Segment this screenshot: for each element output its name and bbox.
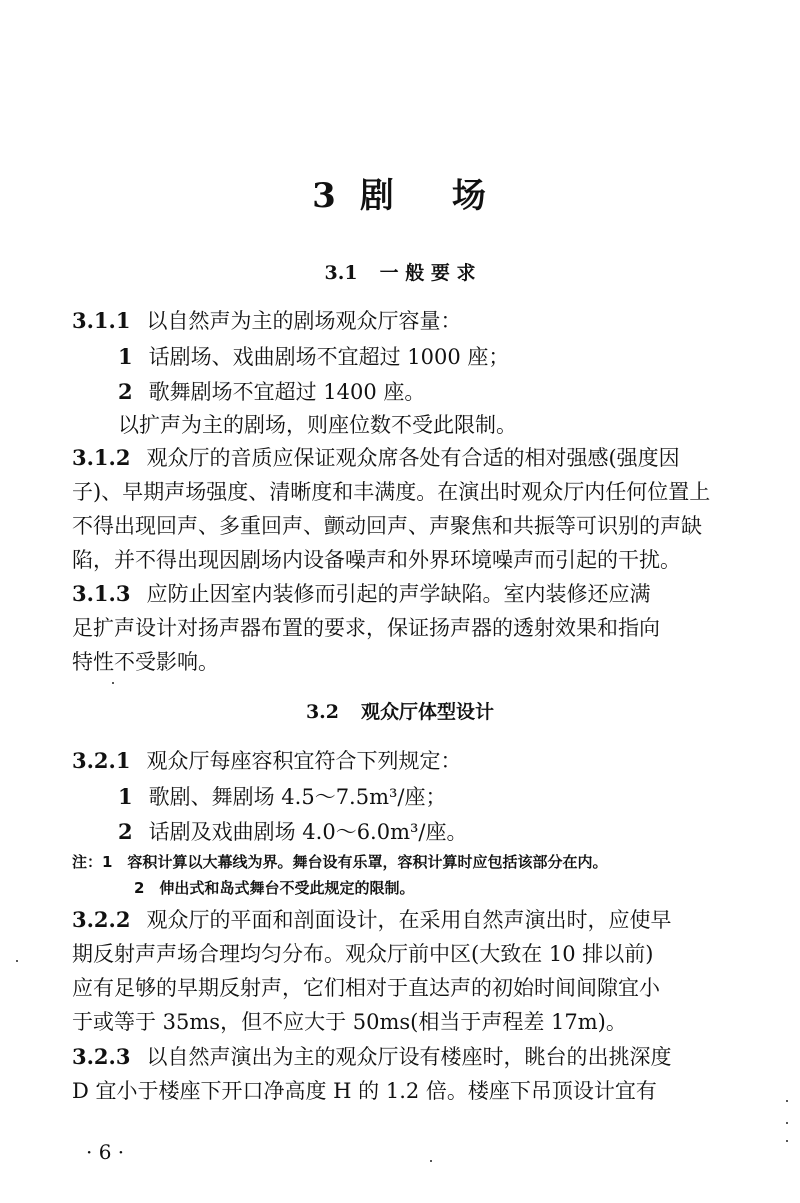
item-number: 1	[118, 344, 133, 369]
clause-number: 3.1.2	[72, 445, 131, 470]
note-line: 注：1 容积计算以大幕线为界。舞台设有乐罩，容积计算时应包括该部分在内。	[72, 853, 608, 871]
clause-line: 子)、早期声场强度、清晰度和丰满度。在演出时观众厅内任何位置上	[72, 480, 711, 504]
clause-line: 应有足够的早期反射声，它们相对于直达声的初始时间间隙宜小	[72, 976, 660, 1000]
clause-3-2-1	[72, 746, 712, 776]
list-item	[118, 782, 758, 812]
clause-line: 以自然声演出为主的观众厅设有楼座时，眺台的出挑深度	[146, 1045, 672, 1069]
clause-line: 观众厅的音质应保证观众席各处有合适的相对强感(强度因	[146, 446, 680, 470]
list-item	[118, 377, 758, 407]
section-heading: 观众厅体型设计	[361, 701, 495, 723]
scan-speck	[112, 682, 114, 684]
chapter-title-part2: 场	[451, 176, 488, 216]
section-heading: 一 般 要 求	[379, 262, 476, 284]
chapter-title	[0, 168, 800, 217]
page-number: · 6 ·	[86, 1140, 125, 1164]
note-line: 2 伸出式和岛式舞台不受此规定的限制。	[134, 879, 415, 897]
clause-text: 观众厅每座容积宜符合下列规定：	[146, 749, 462, 773]
clause-3-1-1	[72, 306, 712, 336]
list-item	[118, 817, 758, 847]
clause-3-1-2	[72, 443, 712, 473]
clause-number: 3.1.1	[72, 308, 131, 333]
scan-speck	[786, 1122, 788, 1124]
clause-line: 不得出现回声、多重回声、颤动回声、声聚焦和共振等可识别的声缺	[72, 514, 702, 538]
item-text: 歌舞剧场不宜超过 1400 座。	[148, 380, 426, 404]
list-item	[118, 342, 758, 372]
item-text: 话剧及戏曲剧场 4.0～6.0m³/座。	[148, 820, 468, 844]
clause-line: 期反射声声场合理均匀分布。观众厅前中区(大致在 10 排以前)	[72, 942, 654, 966]
scan-speck	[16, 960, 18, 962]
clause-number: 3.2.1	[72, 748, 131, 773]
scan-speck	[786, 1100, 788, 1102]
section-number: 3.1	[324, 262, 358, 284]
section-title-3-1	[0, 258, 800, 285]
section-number: 3.2	[305, 701, 340, 723]
chapter-number: 3	[312, 176, 338, 216]
clause-line: 应防止因室内装修而引起的声学缺陷。室内装修还应满	[146, 582, 651, 606]
clause-line: 于或等于 35ms，但不应大于 50ms(相当于声程差 17m)。	[72, 1010, 627, 1034]
clause-line: 陷，并不得出现因剧场内设备噪声和外界环境噪声而引起的干扰。	[72, 548, 681, 572]
clause-3-1-3	[72, 579, 712, 609]
clause-number: 3.2.2	[72, 907, 131, 932]
item-number: 2	[118, 379, 133, 404]
clause-line: 特性不受影响。	[72, 650, 219, 674]
clause-line: 观众厅的平面和剖面设计，在采用自然声演出时，应使早	[146, 908, 672, 932]
clause-line: 足扩声设计对扬声器布置的要求，保证扬声器的透射效果和指向	[72, 616, 660, 640]
item-text: 话剧场、戏曲剧场不宜超过 1000 座；	[148, 345, 510, 369]
chapter-title-part1: 剧	[359, 176, 396, 216]
scan-speck	[430, 1160, 432, 1162]
item-number: 1	[118, 784, 133, 809]
clause-3-2-2	[72, 905, 712, 935]
clause-number: 3.2.3	[72, 1044, 131, 1069]
clause-tail: 以扩声为主的剧场，则座位数不受此限制。	[118, 413, 517, 437]
clause-3-2-3	[72, 1042, 712, 1072]
section-title-3-2	[0, 697, 800, 724]
clause-line: D 宜小于楼座下开口净高度 H 的 1.2 倍。楼座下吊顶设计宜有	[72, 1079, 657, 1103]
clause-number: 3.1.3	[72, 581, 131, 606]
item-number: 2	[118, 819, 133, 844]
item-text: 歌剧、舞剧场 4.5～7.5m³/座；	[148, 785, 447, 809]
clause-text: 以自然声为主的剧场观众厅容量：	[146, 309, 462, 333]
scan-speck	[786, 1140, 788, 1142]
